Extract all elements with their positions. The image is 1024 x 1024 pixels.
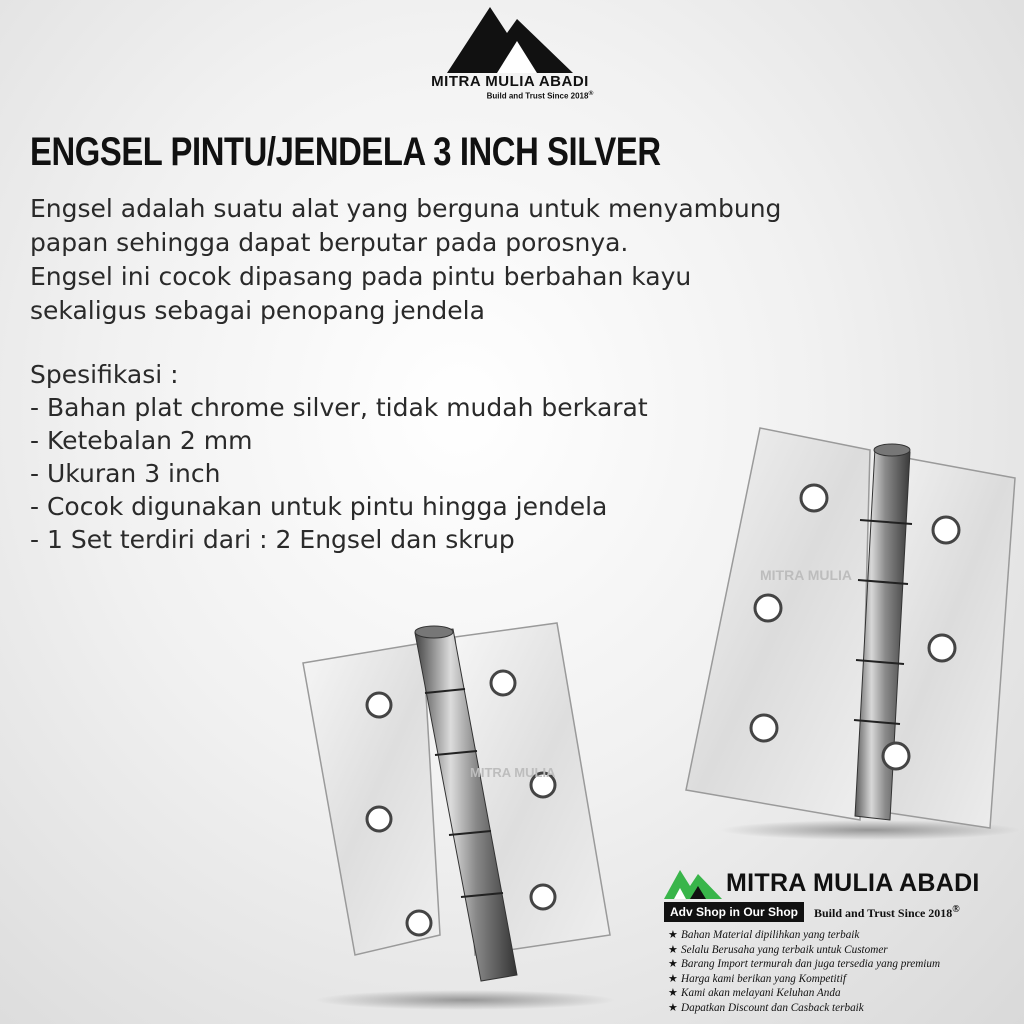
specifications xyxy=(30,358,648,556)
adv-badge: Adv Shop in Our Shop xyxy=(664,902,804,922)
feature-item: ★ Harga kami berikan yang Kompetitif xyxy=(668,972,846,985)
description-line: sekaligus sebagai penopang jendela xyxy=(30,296,485,325)
feature-item: ★ Kami akan melayani Keluhan Anda xyxy=(668,987,841,1000)
hinge-image-right xyxy=(680,420,1024,840)
star-icon: ★ xyxy=(668,943,679,956)
footer-brand-row xyxy=(664,866,1024,900)
star-icon: ★ xyxy=(668,1001,679,1014)
star-icon: ★ xyxy=(668,929,679,941)
page-title: ENGSEL PINTU/JENDELA 3 INCH SILVER xyxy=(30,130,661,174)
description-line: Engsel ini cocok dipasang pada pintu berbahan kayu xyxy=(30,262,692,291)
star-icon: ★ xyxy=(668,987,679,1000)
logo-tagline: Build and Trust Since 2018® xyxy=(486,90,594,101)
features-list xyxy=(668,928,940,1016)
mountain-logo-icon xyxy=(445,5,575,75)
hinge-watermark: MITRA MULIA xyxy=(760,567,853,583)
spec-item: - 1 Set terdiri dari : 2 Engsel dan skrup xyxy=(30,525,515,554)
description xyxy=(30,192,781,328)
star-icon: ★ xyxy=(668,958,679,971)
description-line: papan sehingga dapat berputar pada porosnya. xyxy=(30,228,629,257)
footer-brand xyxy=(664,866,1024,922)
feature-item: ★ Bahan Material dipilihkan yang terbaik xyxy=(668,929,860,941)
spec-item: - Ukuran 3 inch xyxy=(30,459,221,488)
feature-item: ★ Dapatkan Discount dan Casback terbaik xyxy=(668,1001,864,1014)
top-logo xyxy=(420,5,600,101)
logo-brand: MITRA MULIA ABADI xyxy=(431,73,589,90)
star-icon: ★ xyxy=(668,972,679,985)
feature-item: ★ Selalu Berusaha yang terbaik untuk Customer xyxy=(668,943,888,956)
footer-tag-row xyxy=(664,902,1024,922)
feature-item: ★ Barang Import termurah dan juga tersedia yang premium xyxy=(668,958,941,971)
green-mountain-logo-icon xyxy=(664,866,722,900)
spec-item: - Bahan plat chrome silver, tidak mudah berkarat xyxy=(30,393,648,422)
description-line: Engsel adalah suatu alat yang berguna untuk menyambung xyxy=(30,194,782,223)
hinge-image-left xyxy=(295,615,625,1015)
spec-item: - Cocok digunakan untuk pintu hingga jendela xyxy=(30,492,608,521)
hinge-watermark: MITRA MULIA xyxy=(470,765,556,780)
spec-heading: Spesifikasi : xyxy=(30,360,179,389)
footer-since: Build and Trust Since 2018® xyxy=(814,903,960,920)
spec-item: - Ketebalan 2 mm xyxy=(30,426,253,455)
footer-brand-name: MITRA MULIA ABADI xyxy=(726,868,980,897)
